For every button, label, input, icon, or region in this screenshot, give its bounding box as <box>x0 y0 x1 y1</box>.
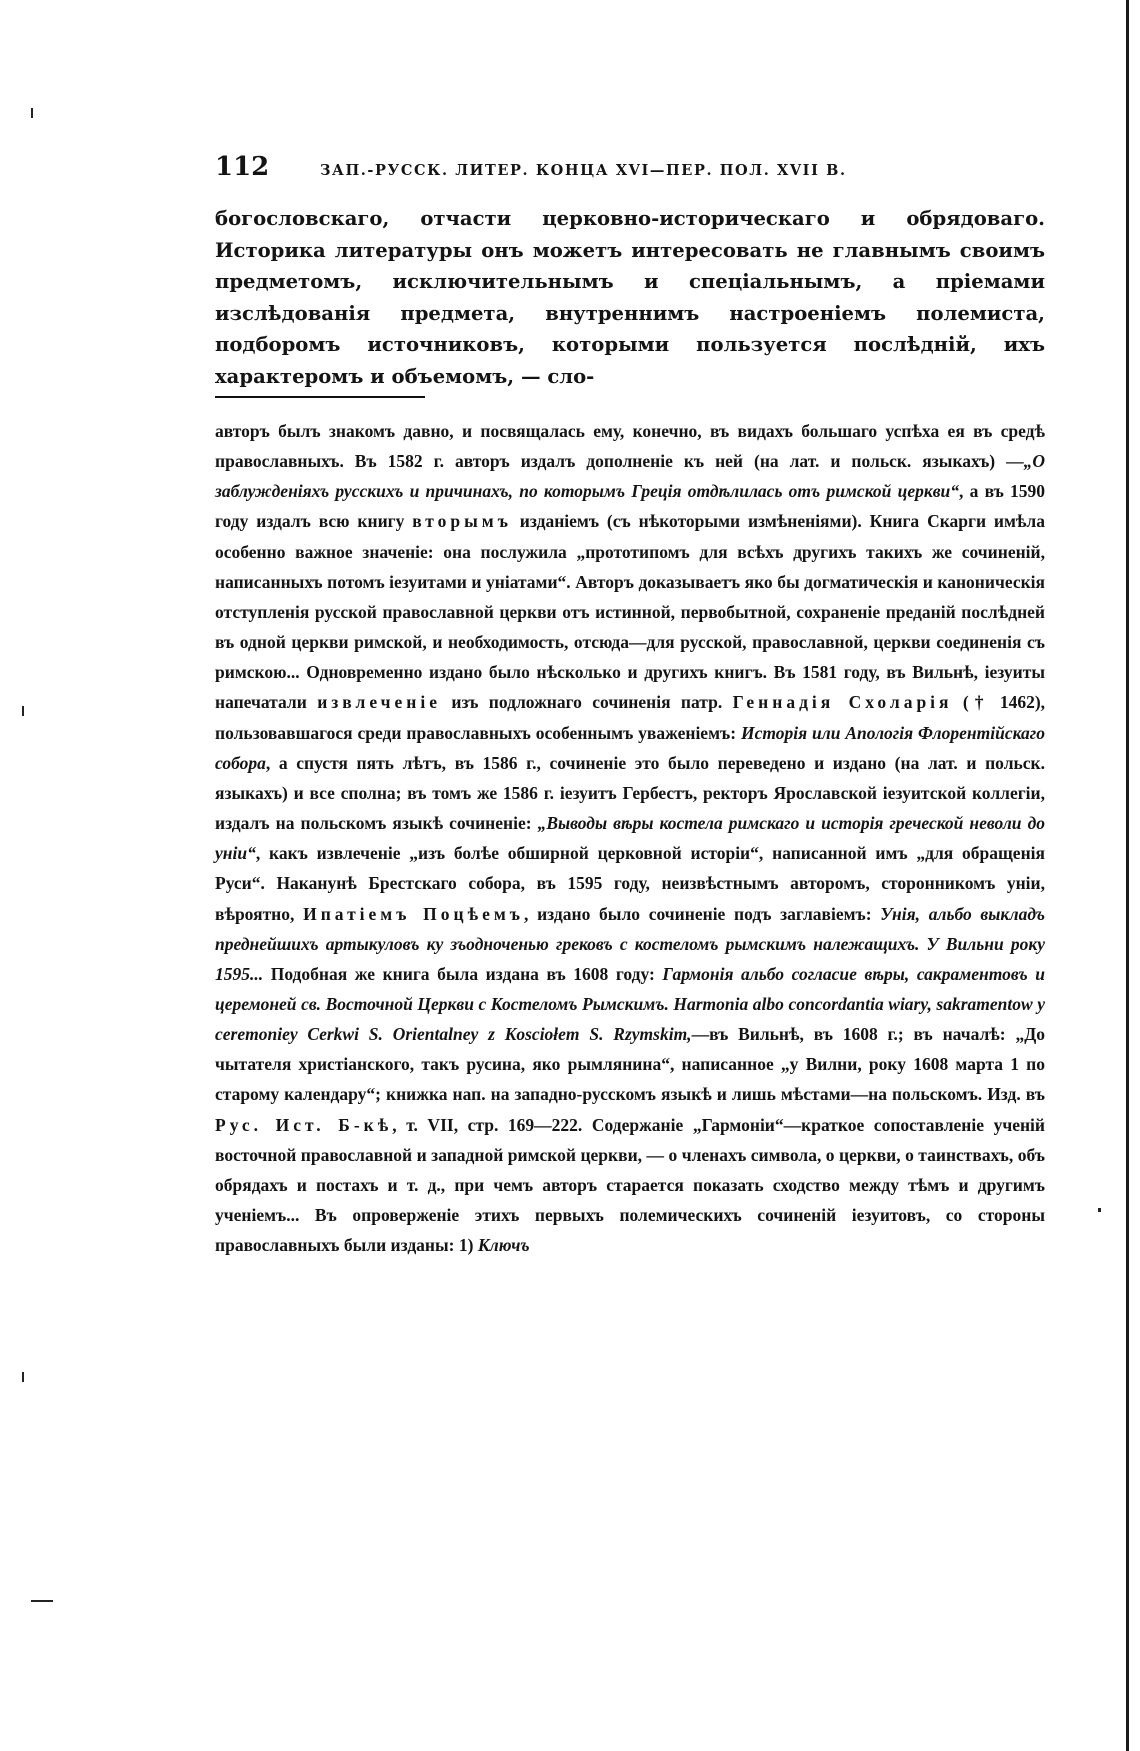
footnote-italic: „Выводы вѣры костела римскаго и исторія греческой неволи до уніи“ <box>215 813 1046 864</box>
page-header <box>215 152 1045 182</box>
margin-mark <box>22 1372 24 1382</box>
margin-mark <box>31 1600 53 1602</box>
margin-mark <box>22 706 24 716</box>
footnote-run: авторъ былъ знакомъ давно, и посвящалась ему, конечно, въ видахъ большаго успѣха ея въ средѣ православныхъ. Въ 1582 г. авторъ издалъ дополненіе къ ней (на лат. и польск. языкахъ) — <box>215 421 1045 472</box>
running-title: ЗАП.-РУССК. ЛИТЕР. КОНЦА XVI—ПЕР. ПОЛ. XVII В. <box>320 162 847 179</box>
footnote-spaced: извлеченіе <box>317 692 442 713</box>
page-edge-line <box>1126 0 1129 1751</box>
footnote-text <box>215 416 1045 1260</box>
footnote-run: , издано было сочиненіе подъ заглавіемъ: <box>524 903 872 924</box>
footnote-run: , т. VII, стр. 169—222. Содержаніе „Гармоніи“—краткое сопоставленіе ученій восточной православной и западной римской церкви, — о членахъ символа, о церкви, о таинствахъ, объ обрядахъ и постахъ и т. д., при чемъ авторъ старается показать сходство между тѣмъ и другимъ ученіемъ... Въ опроверженіе этихъ первыхъ полемическихъ сочиненій іезуитовъ, со стороны православныхъ были изданы: 1) <box>215 1114 1045 1256</box>
margin-mark <box>1098 1208 1101 1212</box>
footnote-spaced: Геннадія Схоларія <box>732 692 953 713</box>
footnote-italic: Ключъ <box>477 1235 530 1256</box>
footnote-run: Подобная же книга была издана въ 1608 году: <box>270 963 655 984</box>
page-number: 112 <box>215 152 270 182</box>
footnote-spaced: вторымъ <box>412 511 512 532</box>
main-paragraph: богословскаго, отчасти церковно-историческаго и обрядоваго. Историка литературы онъ можетъ интересовать не главнымъ своимъ предметомъ, исключительнымъ и спеціальнымъ, а пріемами изслѣдованія предмета, внутреннимъ настроеніемъ полемиста, подборомъ источниковъ, которыми пользуется послѣдній, ихъ характеромъ и объемомъ, — сло- <box>215 207 1045 388</box>
footnote-spaced: Ипатіемъ Поцѣемъ <box>303 903 524 924</box>
footnote-italic: Исторія или Апологія Флорентійскаго собора <box>215 722 1046 773</box>
footnote-italic: Унія, альбо выкладъ преднейшихъ артыкуловъ ку зъодноченью грековъ с костеломъ рымскимъ належащихъ. У Вильни року 1595... <box>215 903 1045 984</box>
footnote-run: изъ подложнаго сочиненія патр. <box>451 692 723 713</box>
footnote-run: —въ Вильнѣ, въ 1608 г.; въ началѣ: „До чытателя христіанского, такъ русина, яко рымлянина“, написанное „у Вилни, року 1608 марта 1 по старому календару“; книжка нап. на западно-русскомъ языкѣ и лишь мѣстами—на польскомъ. Изд. въ <box>215 1024 1045 1105</box>
margin-mark <box>31 108 33 118</box>
footnote-separator <box>215 396 425 398</box>
footnote-run: изданіемъ (съ нѣкоторыми измѣненіями). Книга Скарги имѣла особенно важное значеніе: она послужила „прототипомъ для всѣхъ другихъ такихъ же сочиненій, написанныхъ потомъ іезуитами и уніатами“. Авторъ доказываетъ яко бы догматическія и каноническія отступленія русской православной церкви отъ истинной, первобытной, сохраненіе преданій послѣдней въ одной церкви римской, и необходимость, отсюда—для русской, православной, церкви соединенія съ римскою... Одновременно издано было нѣсколько и другихъ книгъ. Въ 1581 году, въ Вильнѣ, іезуиты напечатали <box>215 511 1045 713</box>
footnote-run: († 1462), пользовавшагося среди православныхъ особеннымъ уваженіемъ: <box>215 692 1046 743</box>
footnote-run: , а спустя пять лѣтъ, въ 1586 г., сочиненіе это было переведено и издано (на лат. и польск. языкахъ) и все сполна; въ томъ же 1586 г. іезуитъ Гербестъ, ректоръ Ярославской іезуитской коллегіи, издалъ на польскомъ языкѣ сочиненіе: <box>215 752 1045 834</box>
footnote-italic: „О заблужденіяхъ русскихъ и причинахъ, по которымъ Греція отдѣлилась отъ римской церкви“ <box>215 451 1045 502</box>
footnote-spaced: Рус. Ист. Б-кѣ <box>215 1114 393 1135</box>
footnote-italic: Гармонія альбо согласие вѣры, сакраментовъ и церемоней св. Восточной Церкви с Костеломъ Рымскимъ. Harmonia albo concordantia wiary, sakramentow y ceremoniey Cerkwi S. Orientalney z Kosciołem S. Rzymskim, <box>215 963 1045 1045</box>
footnote-run: , какъ извлеченіе „изъ болѣе обширной церковной исторіи“, написанной имъ „для обращенія Руси“. Наканунѣ Брестскаго собора, въ 1595 году, неизвѣстнымъ авторомъ, сторонникомъ уніи, вѣроятно, <box>215 843 1045 924</box>
footnote-run: , а въ 1590 году издалъ всю книгу <box>215 481 1045 532</box>
